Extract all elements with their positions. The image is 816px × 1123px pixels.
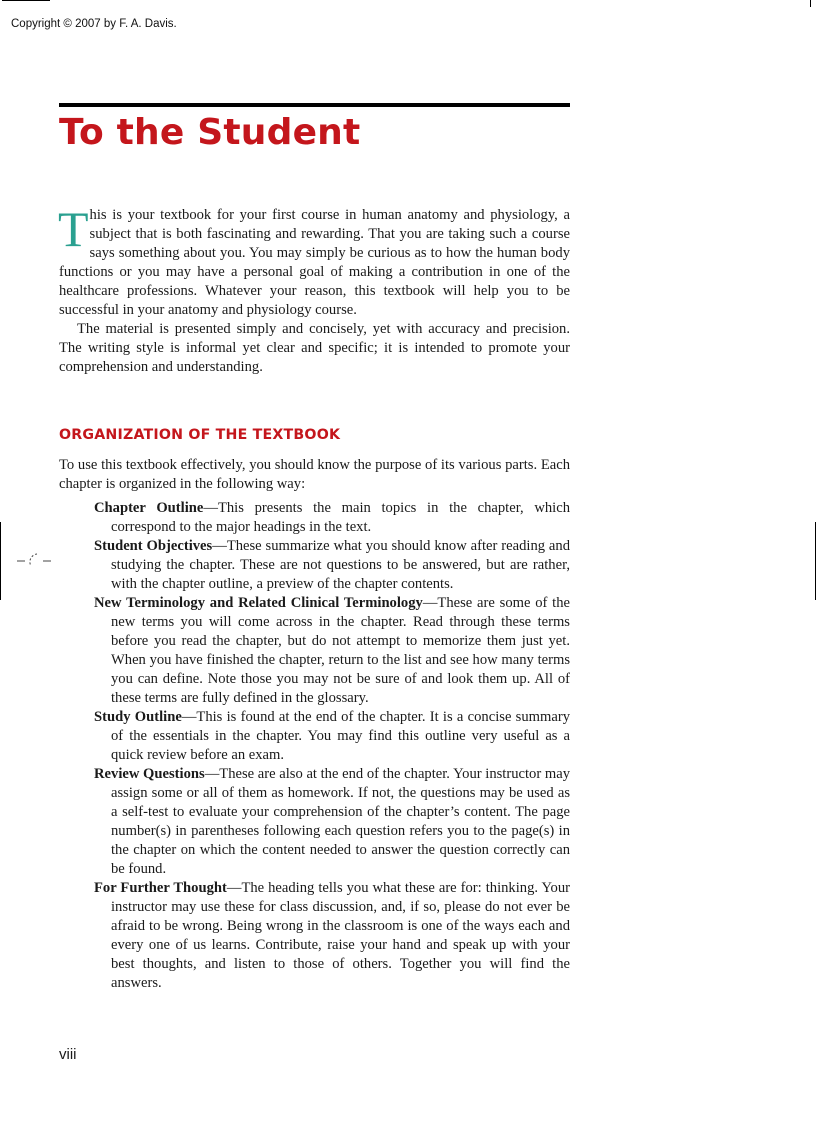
textbook-parts-list <box>59 499 570 993</box>
part-term: Student Objectives <box>94 538 213 554</box>
intro-section <box>58 201 570 377</box>
title-rule <box>59 103 570 107</box>
crop-tick-top-right <box>810 0 811 7</box>
part-term: Study Outline <box>94 709 182 725</box>
crop-tick-top-left <box>2 0 50 1</box>
page-title: To the Student <box>59 112 361 153</box>
list-item <box>59 499 570 537</box>
page-number: viii <box>59 1046 77 1063</box>
part-description: —This presents the main topics in the chapter, which correspond to the major headings in the text. <box>111 500 570 535</box>
part-description: —The heading tells you what these are for: thinking. Your instructor may use these for class discussion, and, if so, please do not ever be afraid to be wrong. Being wrong in the classroom is one of the ways each and every one of us learns. Contribute, raise your hand and speak up with your best thoughts, and listen to those of others. Together you will find the answers. <box>111 880 570 991</box>
list-item <box>59 537 570 594</box>
list-item <box>59 765 570 879</box>
organization-heading: ORGANIZATION OF THE TEXTBOOK <box>59 427 341 443</box>
list-item <box>59 594 570 708</box>
part-term: Review Questions <box>94 766 205 782</box>
registration-mark-icon <box>17 551 51 571</box>
part-description: —This is found at the end of the chapter. It is a concise summary of the essentials in the chapter. You may find this outline very useful as a quick review before an exam. <box>111 709 571 763</box>
copyright-notice: Copyright © 2007 by F. A. Davis. <box>11 18 177 30</box>
part-term: For Further Thought <box>94 880 227 896</box>
intro-paragraph-1 <box>58 201 570 320</box>
list-item <box>59 879 570 993</box>
intro-paragraph-2: The material is presented simply and concisely, yet with accuracy and precision. The writing style is informal yet clear and specific; it is intended to promote your comprehension and understanding. <box>59 321 570 375</box>
organization-intro <box>59 456 570 494</box>
list-item <box>59 708 570 765</box>
part-description: —These are also at the end of the chapter. Your instructor may assign some or all of them as homework. If not, the questions may be used as a self-test to evaluate your comprehension of the chapter’s content. The page number(s) in parentheses following each question refers you to the page(s) in the chapter on which the content needed to answer the question correctly can be found. <box>111 766 570 877</box>
part-description: —These are some of the new terms you will come across in the chapter. Read through these terms before you read the chapter, but do not attempt to memorize them just yet. When you have finished the chapter, return to the list and see how many terms you can define. Note those you may not be sure of and look them up. All of these terms are fully defined in the glossary. <box>111 595 571 706</box>
part-term: New Terminology and Related Clinical Terminology <box>94 595 423 611</box>
intro-paragraph-1-text: his is your textbook for your first course in human anatomy and physiology, a subject that is both fascinating and rewarding. That you are taking such a course says something about you. You may simply be curious as to how the human body functions or you may have a personal goal of making a contribution in one of the healthcare professions. Whatever your reason, this textbook will help you to be successful in your anatomy and physiology course. <box>59 207 570 318</box>
part-description: —These summarize what you should know after reading and studying the chapter. These are not questions to be answered, but are rather, with the chapter outline, a preview of the chapter contents. <box>111 538 570 592</box>
organization-intro-text: To use this textbook effectively, you should know the purpose of its various parts. Each chapter is organized in the following way: <box>59 457 570 492</box>
part-term: Chapter Outline <box>94 500 204 516</box>
drop-cap: T <box>58 201 89 257</box>
crop-tick-left <box>0 522 1 600</box>
